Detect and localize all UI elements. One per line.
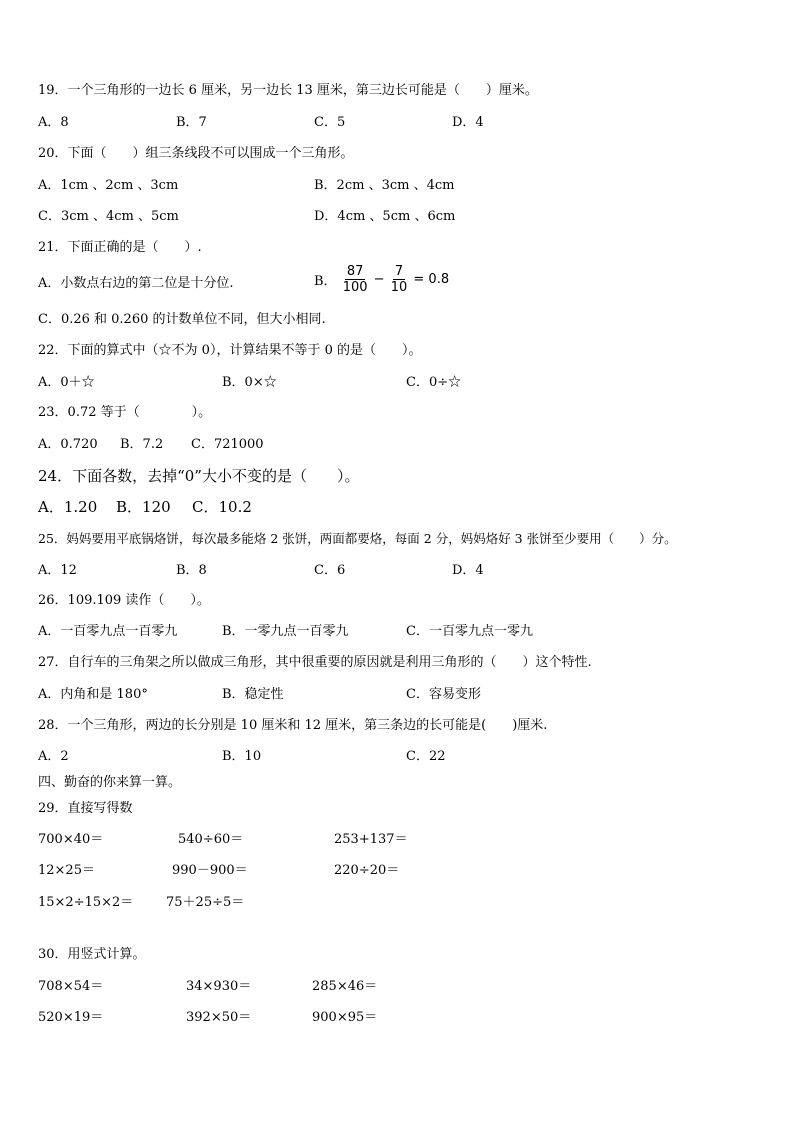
q23-option-b[interactable]: B．7.2 <box>120 437 164 452</box>
q21-fraction-1-numerator: 87 <box>346 264 364 279</box>
q25-option-b[interactable]: B．8 <box>176 563 207 578</box>
q29-item-7: 15×2÷15×2＝ <box>38 895 134 910</box>
q20-option-b[interactable]: B．2cm 、3cm 、4cm <box>314 178 455 193</box>
q30-item-5: 392×50＝ <box>186 1010 252 1025</box>
q26-option-b[interactable]: B．一零九点一百零九 <box>222 624 349 639</box>
q28-option-b[interactable]: B．10 <box>222 749 262 764</box>
section-4-heading: 四、勤奋的你来算一算。 <box>38 775 182 790</box>
q30-item-6: 900×95＝ <box>312 1010 378 1025</box>
question-26: 26．109.109 读作（ ）。 <box>38 593 210 608</box>
q21-option-b[interactable] <box>314 264 449 295</box>
q29-item-3: 253+137＝ <box>334 832 408 847</box>
question-19: 19．一个三角形的一边长 6 厘米，另一边长 13 厘米，第三边长可能是（ ）厘米。 <box>38 83 538 98</box>
q29-item-6: 220÷20＝ <box>334 863 400 878</box>
q24-option-c[interactable]: C．10.2 <box>192 498 252 516</box>
question-21: 21．下面正确的是（ ）. <box>38 240 202 255</box>
q21-fraction-1-denominator: 100 <box>342 280 368 295</box>
q23-option-c[interactable]: C．721000 <box>191 437 264 452</box>
question-28: 28．一个三角形，两边的长分别是 10 厘米和 12 厘米，第三条边的长可能是( )厘米. <box>38 718 548 733</box>
question-27: 27．自行车的三角架之所以做成三角形，其中很重要的原因就是利用三角形的（ ）这个特性. <box>38 655 592 670</box>
q20-option-c[interactable]: C．3cm 、4cm 、5cm <box>38 209 179 224</box>
q22-option-c[interactable]: C．0÷☆ <box>406 375 462 390</box>
q19-option-a[interactable]: A．8 <box>38 115 69 130</box>
q28-option-a[interactable]: A．2 <box>38 749 69 764</box>
question-23: 23．0.72 等于（ ）。 <box>38 405 212 420</box>
q25-option-c[interactable]: C．6 <box>314 563 346 578</box>
q21-fraction-2 <box>389 264 410 295</box>
q19-option-b[interactable]: B．7 <box>176 115 207 130</box>
q29-item-1: 700×40＝ <box>38 832 104 847</box>
q21-option-b-label: B． <box>314 274 337 289</box>
q21-minus-sign: − <box>373 272 385 287</box>
q20-option-d[interactable]: D．4cm 、5cm 、6cm <box>314 209 456 224</box>
q20-option-a[interactable]: A．1cm 、2cm 、3cm <box>38 178 179 193</box>
q29-item-2: 540÷60＝ <box>178 832 244 847</box>
question-22: 22．下面的算式中（☆不为 0），计算结果不等于 0 的是（ ）。 <box>38 343 422 358</box>
q22-option-a[interactable]: A．0＋☆ <box>38 375 95 390</box>
q22-option-b[interactable]: B．0×☆ <box>222 375 277 390</box>
q21-result: = 0.8 <box>413 272 450 287</box>
q21-fraction-2-numerator: 7 <box>394 264 404 279</box>
q30-item-4: 520×19＝ <box>38 1010 104 1025</box>
q30-item-1: 708×54＝ <box>38 979 104 994</box>
q30-item-2: 34×930＝ <box>186 979 252 994</box>
q28-option-c[interactable]: C．22 <box>406 749 446 764</box>
q27-option-a[interactable]: A．内角和是 180° <box>38 687 148 702</box>
q25-option-a[interactable]: A．12 <box>38 563 77 578</box>
q24-option-b[interactable]: B．120 <box>116 498 171 516</box>
q19-option-d[interactable]: D．4 <box>452 115 484 130</box>
q27-option-b[interactable]: B．稳定性 <box>222 687 284 702</box>
q24-option-a[interactable]: A．1.20 <box>38 498 98 516</box>
q25-option-d[interactable]: D．4 <box>452 563 484 578</box>
q29-item-8: 75＋25÷5＝ <box>166 895 245 910</box>
q21-fraction-1 <box>341 264 370 295</box>
q21-option-c[interactable]: C．0.26 和 0.260 的计数单位不同，但大小相同. <box>38 312 326 327</box>
q23-option-a[interactable]: A．0.720 <box>38 437 98 452</box>
q29-item-5: 990－900＝ <box>172 863 248 878</box>
q27-option-c[interactable]: C．容易变形 <box>406 687 481 702</box>
q30-item-3: 285×46＝ <box>312 979 378 994</box>
question-25: 25．妈妈要用平底锅烙饼，每次最多能烙 2 张饼，两面都要烙，每面 2 分，妈妈烙好 3 张饼至少要用（ ）分。 <box>38 531 677 546</box>
question-29: 29．直接写得数 <box>38 801 133 816</box>
question-24: 24．下面各数，去掉“0”大小不变的是（ ）。 <box>38 467 360 485</box>
q21-fraction-2-denominator: 10 <box>390 280 408 295</box>
question-20: 20．下面（ ）组三条线段不可以围成一个三角形。 <box>38 146 354 161</box>
question-30: 30．用竖式计算。 <box>38 947 146 962</box>
q29-item-4: 12×25＝ <box>38 863 95 878</box>
q26-option-c[interactable]: C．一百零九点一零九 <box>406 624 533 639</box>
q26-option-a[interactable]: A．一百零九点一百零九 <box>38 624 178 639</box>
q19-option-c[interactable]: C．5 <box>314 115 346 130</box>
q21-option-a[interactable]: A．小数点右边的第二位是十分位. <box>38 276 234 291</box>
